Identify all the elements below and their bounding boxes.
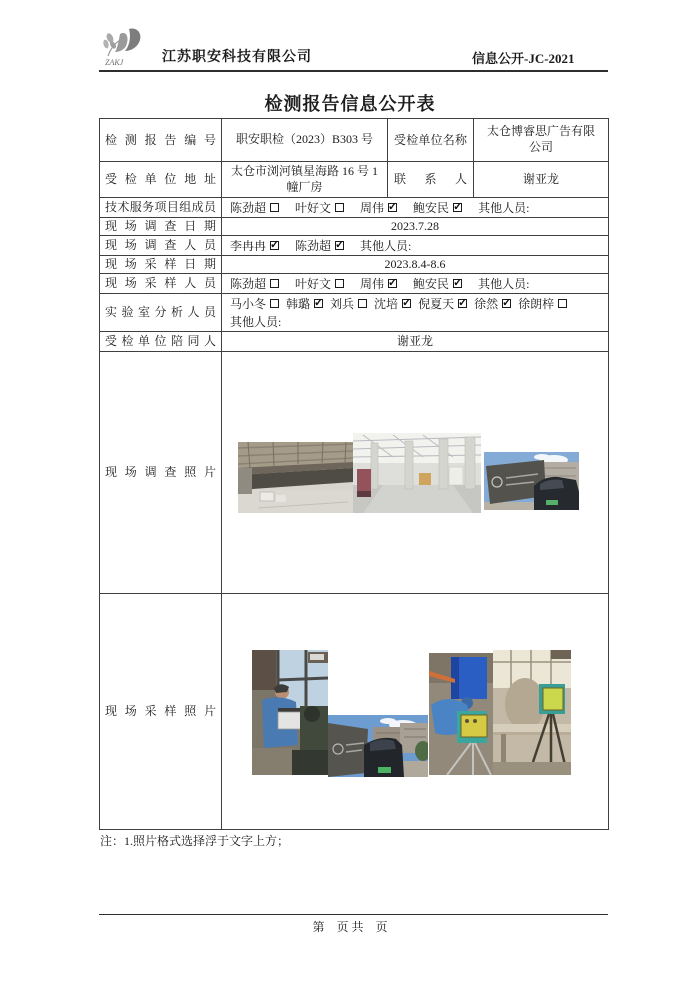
checkbox-unchecked-icon (358, 299, 367, 308)
contact-label: 联系人 (388, 162, 474, 198)
checkbox-checked-icon (314, 299, 323, 308)
person-name: 周伟 (360, 201, 385, 215)
person-name: 鲍安民 (413, 277, 450, 291)
table-row (100, 162, 609, 198)
table-row (100, 332, 609, 352)
sampling-photos-label: 现场采样照片 (100, 594, 222, 830)
other-person-label (478, 199, 529, 216)
person-name: 叶好文 (295, 201, 332, 215)
person-option (360, 275, 397, 292)
logo-text: ZAKJ (105, 58, 124, 67)
person-name: 周伟 (360, 277, 385, 291)
person-option (474, 295, 511, 312)
report-info-table (99, 118, 609, 830)
person-name: 李冉冉 (230, 239, 267, 253)
team-label: 技术服务项目组成员 (100, 198, 222, 218)
person-name: 徐朗梓 (518, 297, 555, 311)
table-row (100, 594, 609, 830)
footer-rule (99, 914, 608, 915)
checkbox-checked-icon (402, 299, 411, 308)
sampling-photo-worker-sampler (429, 653, 493, 775)
unit-name-value: 太仓博睿思广告有限公司 (474, 119, 609, 162)
unit-name-label: 受检单位名称 (388, 119, 474, 162)
company-name: 江苏职安科技有限公司 (162, 50, 312, 65)
survey-photo-factory-columns (353, 433, 481, 513)
survey-date-label: 现场调查日期 (100, 218, 222, 236)
survey-photos-cell (222, 352, 609, 594)
checkbox-checked-icon (270, 241, 279, 250)
person-name: 沈培 (374, 297, 399, 311)
lab-other-label: 其他人员: (230, 315, 282, 329)
person-name: 其他人员: (478, 201, 530, 215)
person-name: 叶好文 (295, 277, 332, 291)
checkbox-unchecked-icon (335, 279, 344, 288)
person-option (413, 275, 462, 292)
lab-staff-label: 实验室分析人员 (100, 294, 222, 332)
table-row (100, 352, 609, 594)
sampling-photos-cell (222, 594, 609, 830)
table-row (100, 119, 609, 162)
sampling-staff-members (222, 274, 609, 294)
sampling-photo-tripod-bench (493, 650, 571, 775)
sampling-date-label: 现场采样日期 (100, 256, 222, 274)
table-row (100, 236, 609, 256)
person-option (295, 275, 344, 292)
checkbox-unchecked-icon (270, 203, 279, 212)
checkbox-checked-icon (388, 203, 397, 212)
person-option (374, 295, 411, 312)
report-no-label: 检测报告编号 (100, 119, 222, 162)
table-row (100, 198, 609, 218)
checkbox-checked-icon (453, 203, 462, 212)
report-no-value: 职安职检（2023）B303 号 (222, 119, 388, 162)
person-option (295, 199, 344, 216)
sampling-date-value: 2023.8.4-8.6 (222, 256, 609, 274)
lab-staff-members (222, 294, 609, 332)
table-row (100, 256, 609, 274)
company-logo-icon (98, 26, 156, 70)
survey-photo-gate-sign-car (484, 452, 579, 510)
checkbox-checked-icon (335, 241, 344, 250)
escort-value: 谢亚龙 (222, 332, 609, 352)
checkbox-unchecked-icon (270, 299, 279, 308)
person-option (418, 295, 467, 312)
address-label: 受检单位地址 (100, 162, 222, 198)
sampling-staff-label: 现场采样人员 (100, 274, 222, 294)
person-option (330, 295, 367, 312)
address-value: 太仓市浏河镇星海路 16 号 1 幢厂房 (222, 162, 388, 198)
header-rule (99, 70, 608, 72)
survey-photos-label: 现场调查照片 (100, 352, 222, 594)
person-option (413, 199, 462, 216)
person-name: 刘兵 (330, 297, 355, 311)
other-person-label (478, 275, 529, 292)
survey-date-value: 2023.7.28 (222, 218, 609, 236)
checkbox-unchecked-icon (270, 279, 279, 288)
person-name: 马小冬 (230, 297, 267, 311)
page-number-text: 第 页 共 页 (312, 920, 388, 934)
checkbox-checked-icon (453, 279, 462, 288)
person-name: 徐然 (474, 297, 499, 311)
sampling-photo-worker-machine (252, 650, 328, 775)
person-option (518, 295, 567, 312)
checkbox-unchecked-icon (335, 203, 344, 212)
escort-label: 受检单位陪同人 (100, 332, 222, 352)
person-option (230, 237, 279, 254)
survey-photo-factory-roof (238, 442, 353, 513)
person-option (230, 295, 279, 312)
checkbox-checked-icon (388, 279, 397, 288)
sampling-photo-sign-car (328, 715, 428, 777)
page-title: 检测报告信息公开表 (264, 94, 436, 114)
person-name: 陈劲超 (230, 201, 267, 215)
person-option (360, 199, 397, 216)
checkbox-checked-icon (502, 299, 511, 308)
person-name: 韩璐 (286, 297, 311, 311)
team-members (222, 198, 609, 218)
person-name: 鲍安民 (413, 201, 450, 215)
person-option (295, 237, 344, 254)
table-row (100, 218, 609, 236)
checkbox-unchecked-icon (558, 299, 567, 308)
person-name: 倪夏天 (418, 297, 455, 311)
checkbox-checked-icon (458, 299, 467, 308)
table-row (100, 294, 609, 332)
survey-staff-label: 现场调查人员 (100, 236, 222, 256)
person-option (230, 199, 279, 216)
other-person-label (360, 237, 411, 254)
survey-staff-members (222, 236, 609, 256)
note-text: 注：1.照片格式选择浮于文字上方； (100, 834, 290, 848)
person-option (230, 275, 279, 292)
person-name: 陈劲超 (230, 277, 267, 291)
person-name: 陈劲超 (295, 239, 332, 253)
doc-code: 信息公开-JC-2021 (472, 51, 575, 66)
person-option (286, 295, 323, 312)
contact-value: 谢亚龙 (474, 162, 609, 198)
person-name: 其他人员: (478, 277, 530, 291)
person-name: 其他人员: (360, 239, 412, 253)
table-row (100, 274, 609, 294)
